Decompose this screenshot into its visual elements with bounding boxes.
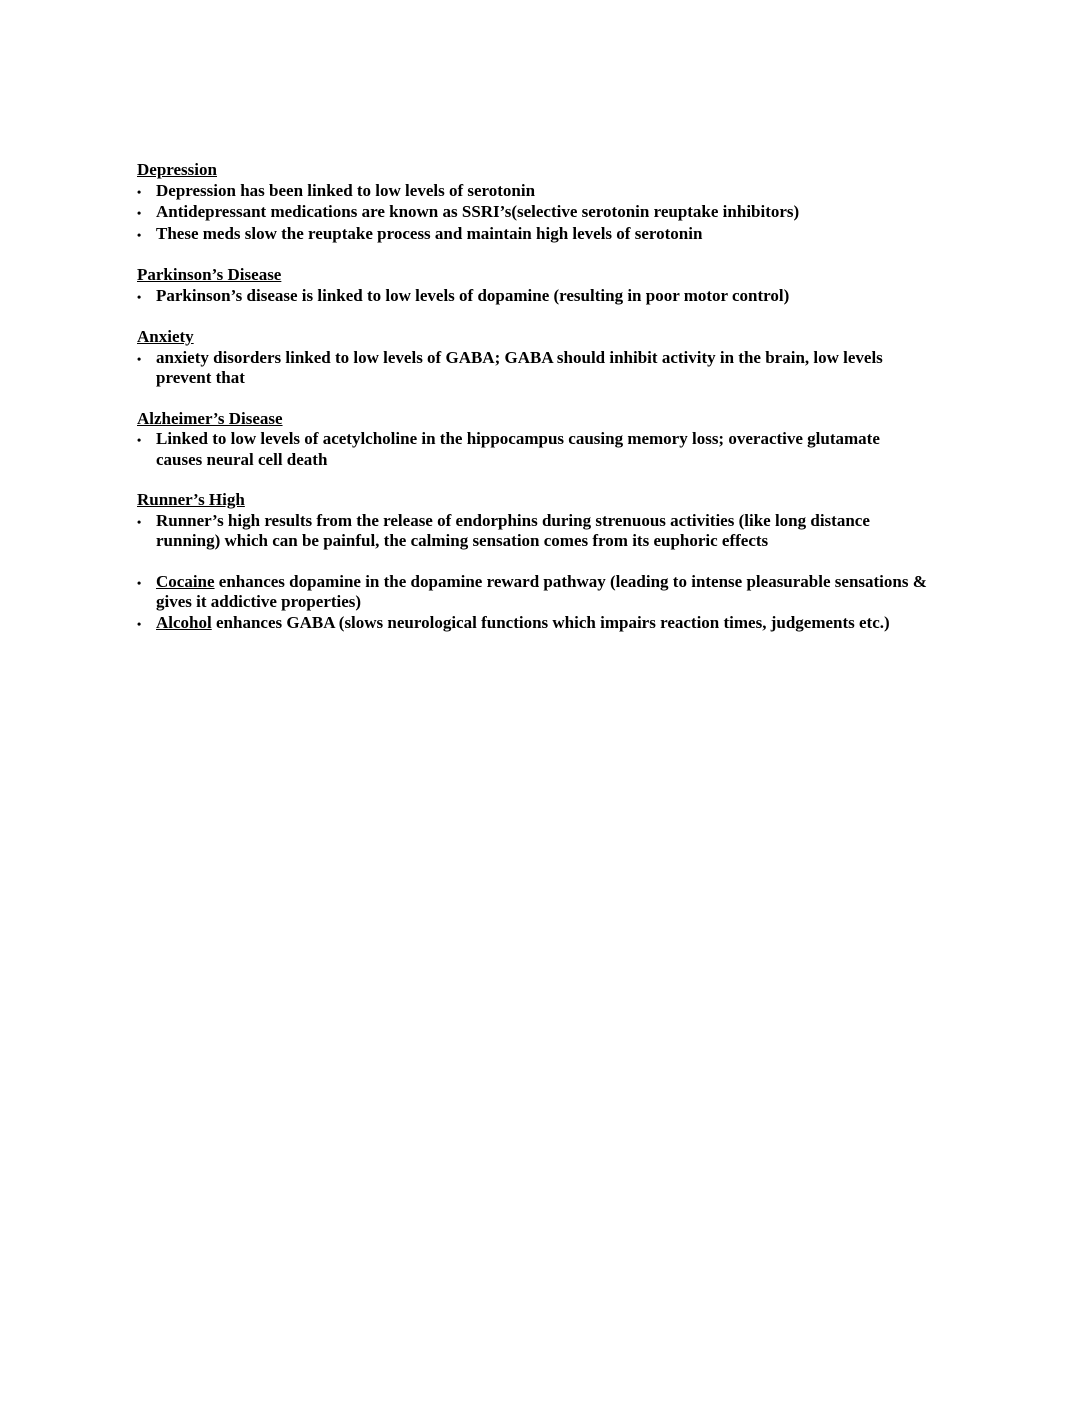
bullet-lead-term: Cocaine: [156, 571, 215, 591]
bullet-marker: •: [137, 184, 142, 199]
document-content: [137, 160, 927, 654]
bullet-list: [137, 181, 927, 246]
section: [137, 572, 927, 635]
bullet-marker: •: [137, 206, 142, 220]
bullet-list: [137, 572, 927, 635]
bullet-text: Parkinson’s disease is linked to low levels of dopamine (resulting in poor motor control): [156, 285, 790, 305]
bullet-item: [137, 202, 927, 224]
section-heading: Alzheimer’s Disease: [137, 408, 283, 428]
section: [137, 490, 927, 552]
bullet-marker: •: [137, 289, 142, 304]
bullet-text: Linked to low levels of acetylcholine in the hippocampus causing memory loss; overactive glutamate causes neural cell death: [156, 429, 880, 469]
section: [137, 265, 927, 307]
bullet-marker: •: [137, 351, 142, 366]
bullet-list: [137, 429, 927, 470]
bullet-item: [137, 572, 927, 613]
bullet-item: [137, 348, 927, 389]
section-heading: Parkinson’s Disease: [137, 265, 282, 284]
section: [137, 409, 927, 471]
bullet-text: Antidepressant medications are known as SSRI’s(selective serotonin reuptake inhibitors): [156, 202, 800, 221]
bullet-marker: •: [137, 433, 142, 447]
bullet-marker: •: [137, 575, 142, 590]
section-heading: Anxiety: [137, 327, 194, 346]
bullet-item: [137, 511, 927, 552]
bullet-item: [137, 613, 927, 635]
bullet-text: These meds slow the reuptake process and maintain high levels of serotonin: [156, 223, 703, 243]
bullet-list: [137, 286, 927, 308]
bullet-text: anxiety disorders linked to low levels of GABA; GABA should inhibit activity in the brain, low levels prevent that: [156, 347, 883, 387]
bullet-item: [137, 429, 927, 470]
bullet-item: [137, 224, 927, 246]
bullet-list: [137, 348, 927, 389]
bullet-text: Depression has been linked to low levels of serotonin: [156, 180, 536, 200]
bullet-item: [137, 286, 927, 308]
section: [137, 160, 927, 245]
bullet-marker: •: [137, 514, 142, 529]
bullet-text: Cocaine enhances dopamine in the dopamine reward pathway (leading to intense pleasurable sensations & gives it addictive properties): [156, 571, 927, 611]
bullet-marker: •: [137, 227, 142, 242]
bullet-list: [137, 511, 927, 552]
bullet-marker: •: [137, 616, 142, 631]
bullet-text: Runner’s high results from the release of endorphins during strenuous activities (like long distance running) which can be painful, the calming sensation comes from its euphoric effects: [156, 510, 870, 550]
bullet-item: [137, 181, 927, 203]
section-heading: Runner’s High: [137, 490, 245, 509]
bullet-lead-term: Alcohol: [156, 612, 212, 632]
bullet-text: Alcohol enhances GABA (slows neurological functions which impairs reaction times, judgements etc.): [156, 612, 890, 632]
section: [137, 327, 927, 389]
section-heading: Depression: [137, 160, 217, 179]
